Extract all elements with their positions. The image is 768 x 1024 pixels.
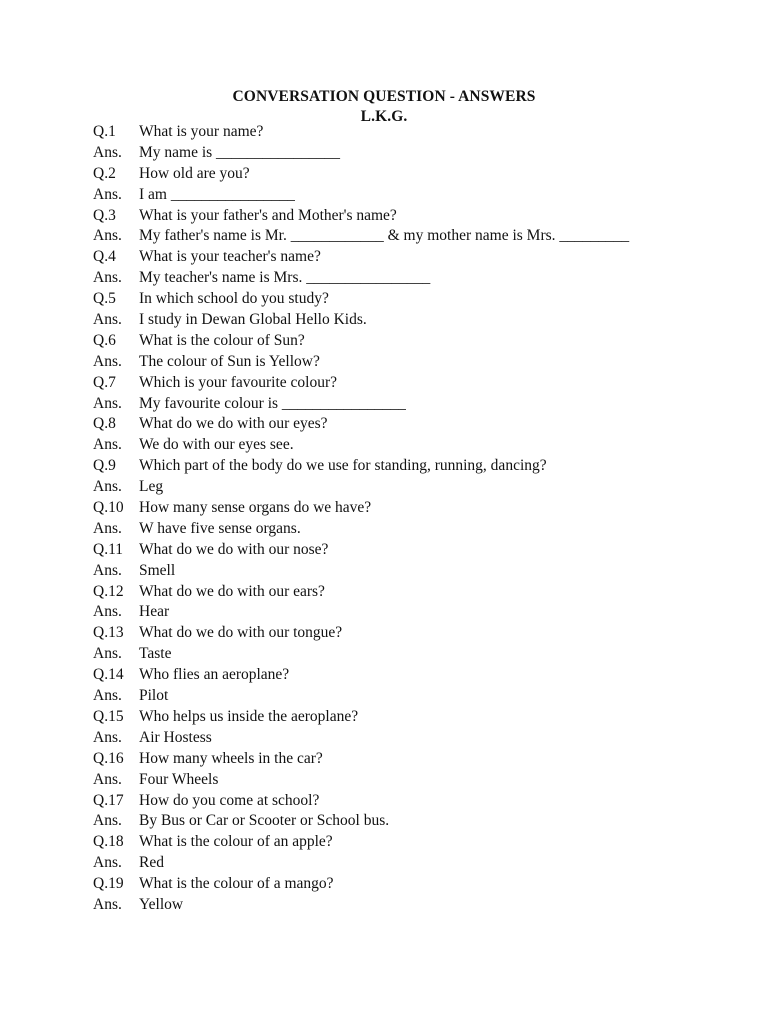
question-row [93,373,753,394]
row-label: Ans. [93,185,122,203]
row-label: Q.19 [93,875,124,893]
row-text: How old are you? [139,164,250,182]
row-label: Ans. [93,812,122,830]
answer-row [93,226,753,247]
row-label: Q.15 [93,707,124,725]
question-row [93,331,753,352]
question-row [93,456,753,477]
row-label: Q.13 [93,624,124,642]
row-text: The colour of Sun is Yellow? [139,352,320,370]
row-label: Q.1 [93,123,116,140]
row-label: Ans. [93,143,122,161]
answer-row [93,185,753,206]
row-label: Q.14 [93,666,124,684]
row-text: What is your teacher's name? [139,248,321,266]
row-label: Ans. [93,728,122,746]
row-label: Ans. [93,519,122,537]
row-text: Which is your favourite colour? [139,373,337,391]
row-label: Ans. [93,561,122,579]
document-title: CONVERSATION QUESTION - ANSWERS [232,88,536,105]
row-text: My teacher's name is Mrs. ________________ [139,269,431,287]
question-row [93,623,753,644]
row-label: Q.11 [93,540,123,558]
answer-row [93,728,753,749]
row-text: Four Wheels [139,770,219,788]
row-text: I study in Dewan Global Hello Kids. [139,311,367,329]
row-label: Ans. [93,770,122,788]
document-subtitle: L.K.G. [360,108,408,125]
row-text: Leg [139,478,164,496]
answer-row [93,853,753,874]
answer-row [93,268,753,289]
row-text: My name is ________________ [139,143,341,161]
row-label: Q.7 [93,373,116,391]
row-text: What do we do with our eyes? [139,415,328,433]
row-text: How many sense organs do we have? [139,499,372,517]
row-label: Q.18 [93,833,124,851]
row-label: Ans. [93,436,122,454]
answer-row [93,519,753,540]
row-text: Who flies an aeroplane? [139,666,290,684]
answer-row [93,435,753,456]
row-text: Which part of the body do we use for standing, running, dancing? [139,457,547,475]
row-text: W have five sense organs. [139,519,301,537]
row-label: Ans. [93,645,122,663]
row-label: Ans. [93,269,122,287]
row-text: Yellow [139,895,184,913]
row-text: Air Hostess [139,728,212,746]
answer-row [93,352,753,373]
qa-list [93,122,753,916]
row-label: Ans. [93,227,122,245]
row-label: Ans. [93,352,122,370]
question-row [93,749,753,770]
row-text: By Bus or Car or Scooter or School bus. [139,812,390,830]
answer-row [93,644,753,665]
row-label: Q.9 [93,457,116,475]
question-row [93,498,753,519]
row-label: Q.2 [93,164,116,182]
row-text: Who helps us inside the aeroplane? [139,707,359,725]
answer-row [93,895,753,916]
question-row [93,122,753,143]
question-row [93,414,753,435]
question-row [93,289,753,310]
answer-row [93,602,753,623]
question-row [93,665,753,686]
row-text: We do with our eyes see. [139,436,294,454]
answer-row [93,310,753,331]
row-label: Q.4 [93,248,116,266]
question-row [93,874,753,895]
answer-row [93,686,753,707]
answer-row [93,143,753,164]
answer-row [93,770,753,791]
row-label: Q.12 [93,582,124,600]
answer-row [93,477,753,498]
row-label: Ans. [93,687,122,705]
answer-row [93,811,753,832]
row-text: What do we do with our ears? [139,582,325,600]
row-label: Ans. [93,895,122,913]
row-text: I am ________________ [139,185,295,203]
row-text: What is your father's and Mother's name? [139,206,397,224]
row-label: Ans. [93,854,122,872]
row-text: My favourite colour is ________________ [139,394,406,412]
question-row [93,707,753,728]
row-text: What is the colour of Sun? [139,331,305,349]
row-label: Ans. [93,478,122,496]
row-label: Q.6 [93,331,116,349]
row-text: Hear [139,603,170,621]
question-row [93,206,753,227]
row-text: Taste [139,645,172,663]
row-label: Q.3 [93,206,116,224]
row-text: What is your name? [139,123,264,140]
row-text: How many wheels in the car? [139,749,323,767]
row-text: What is the colour of an apple? [139,833,333,851]
row-label: Ans. [93,603,122,621]
question-row [93,164,753,185]
row-text: My father's name is Mr. ____________ & my mother name is Mrs. _________ [139,227,630,245]
row-text: Smell [139,561,176,579]
row-label: Q.17 [93,791,124,809]
row-text: What is the colour of a mango? [139,875,334,893]
row-label: Q.10 [93,499,124,517]
question-row [93,791,753,812]
row-text: What do we do with our nose? [139,540,329,558]
question-row [93,540,753,561]
answer-row [93,394,753,415]
row-text: Red [139,854,164,872]
row-label: Q.8 [93,415,116,433]
row-label: Ans. [93,394,122,412]
question-row [93,832,753,853]
row-text: Pilot [139,687,169,705]
row-text: What do we do with our tongue? [139,624,343,642]
row-text: In which school do you study? [139,290,329,308]
row-label: Q.16 [93,749,124,767]
question-row [93,247,753,268]
question-row [93,582,753,603]
answer-row [93,561,753,582]
row-label: Q.5 [93,290,116,308]
row-label: Ans. [93,311,122,329]
row-text: How do you come at school? [139,791,320,809]
